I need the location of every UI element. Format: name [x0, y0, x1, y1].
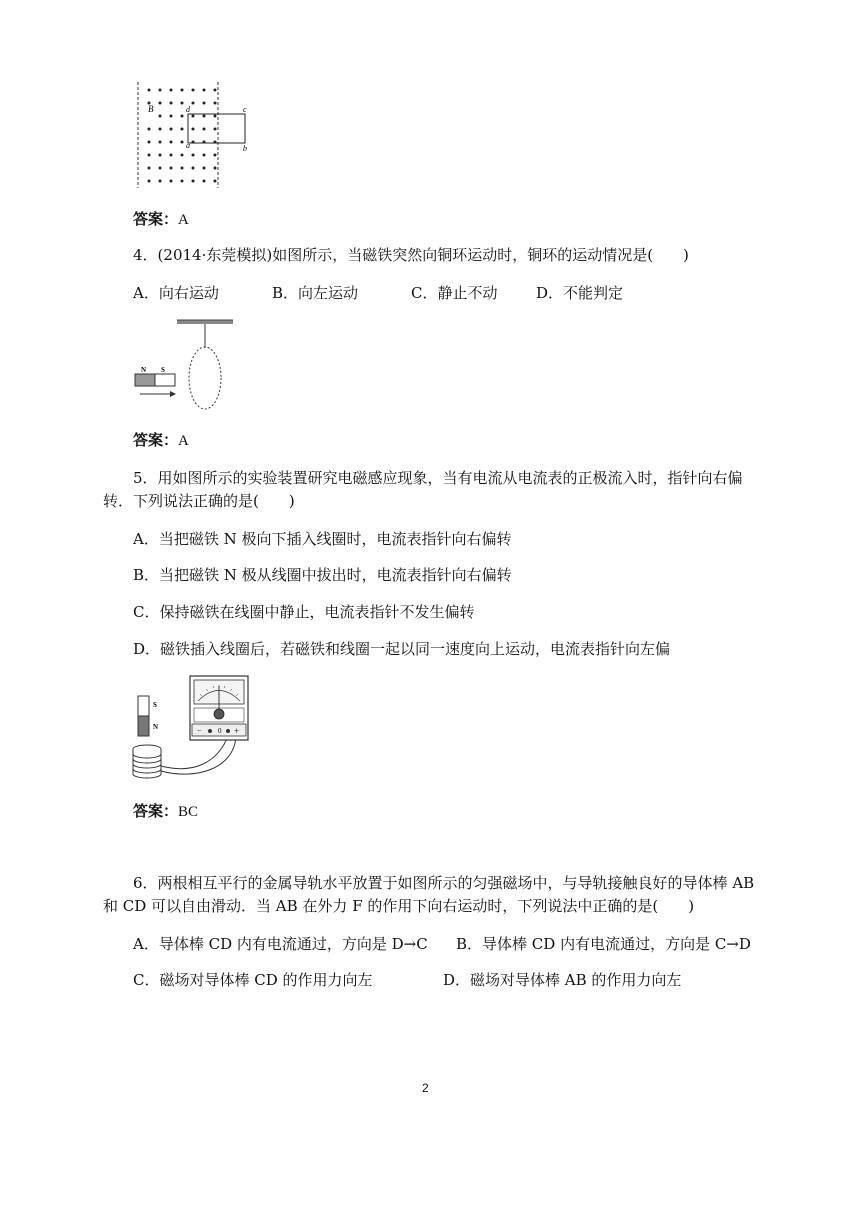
page-number: 2: [422, 1081, 429, 1095]
field-dot: [192, 180, 195, 183]
right-arrow-icon: [170, 391, 176, 397]
magnet-n-label: N: [153, 723, 159, 731]
field-loop-figure: [130, 78, 260, 193]
field-dot: [181, 154, 184, 157]
field-dot: [159, 141, 162, 144]
field-dot: [159, 167, 162, 170]
magnet-n-label: N: [141, 366, 147, 374]
galvanometer-coil-figure: [122, 674, 252, 786]
field-dot: [203, 180, 206, 183]
field-dot: [159, 115, 162, 118]
answer-value: A: [178, 433, 189, 449]
q4-option-a: A．向右运动: [133, 284, 219, 302]
field-dot: [214, 167, 217, 170]
field-dot: [203, 154, 206, 157]
field-dot: [192, 154, 195, 157]
field-dot: [148, 89, 151, 92]
field-dot: [181, 180, 184, 183]
answer-label: 答案：: [133, 210, 179, 228]
field-dot: [181, 167, 184, 170]
corner-label-a: a: [186, 141, 190, 150]
field-dot: [148, 128, 151, 131]
q5-option-a: A．当把磁铁 N 极向下插入线圈时，电流表指针向右偏转: [133, 530, 512, 548]
field-dot: [214, 180, 217, 183]
answer-5: [133, 801, 198, 822]
field-dot: [159, 154, 162, 157]
field-dot: [170, 167, 173, 170]
field-dot: [148, 180, 151, 183]
field-dot: [170, 154, 173, 157]
q5-option-d: D．磁铁插入线圈后，若磁铁和线圈一起以同一速度向上运动，电流表指针向左偏: [133, 640, 671, 658]
answer-label: 答案：: [133, 431, 179, 449]
field-dot: [170, 89, 173, 92]
field-dot: [148, 154, 151, 157]
answer-label: 答案：: [133, 802, 179, 820]
question-5-stem-line2: 转．下列说法正确的是( ): [103, 492, 295, 510]
field-dot: [170, 141, 173, 144]
meter-minus-label: −: [197, 726, 202, 735]
corner-label-b: b: [243, 144, 247, 153]
field-label-b: B: [148, 104, 154, 114]
field-dot: [203, 115, 206, 118]
field-dot: [159, 89, 162, 92]
corner-label-c: c: [243, 105, 247, 114]
corner-label-d: d: [186, 105, 190, 114]
field-dot: [192, 167, 195, 170]
field-dot: [181, 128, 184, 131]
field-dot: [170, 180, 173, 183]
q6-option-c: C．磁场对导体棒 CD 的作用力向左: [133, 971, 373, 989]
magnet-s-label: S: [161, 366, 165, 374]
field-dot: [159, 180, 162, 183]
q4-option-c: C．静止不动: [411, 284, 498, 302]
field-dot: [159, 102, 162, 105]
q4-option-d: D．不能判定: [536, 284, 624, 302]
magnet-ring-figure: [130, 318, 240, 413]
answer-value: BC: [178, 804, 199, 820]
field-dot: [170, 115, 173, 118]
field-dot: [203, 128, 206, 131]
field-dot: [192, 89, 195, 92]
question-4-stem: 4．(2014·东莞模拟)如图所示，当磁铁突然向铜环运动时，铜环的运动情况是( ): [133, 246, 689, 264]
field-dot: [203, 167, 206, 170]
question-5-stem-line1: 5．用如图所示的实验装置研究电磁感应现象，当有电流从电流表的正极流入时，指针向右偏: [133, 469, 743, 487]
q5-option-c: C．保持磁铁在线圈中静止，电流表指针不发生偏转: [133, 603, 475, 621]
q6-option-d: D．磁场对导体棒 AB 的作用力向左: [443, 971, 682, 989]
field-dot: [192, 102, 195, 105]
field-dot: [181, 102, 184, 105]
field-dot: [214, 154, 217, 157]
field-dot: [148, 167, 151, 170]
field-dot: [203, 102, 206, 105]
field-dot: [214, 128, 217, 131]
field-dot: [181, 115, 184, 118]
field-dot: [214, 102, 217, 105]
field-dot: [181, 141, 184, 144]
answer-4: [133, 430, 189, 451]
field-dot: [148, 141, 151, 144]
q4-option-b: B．向左运动: [272, 284, 359, 302]
field-dot: [192, 128, 195, 131]
field-dot: [170, 128, 173, 131]
field-dot: [192, 115, 195, 118]
field-dot: [170, 102, 173, 105]
q5-option-b: B．当把磁铁 N 极从线圈中拔出时，电流表指针向右偏转: [133, 566, 512, 584]
field-dot: [159, 128, 162, 131]
magnet-s-label: S: [153, 701, 157, 709]
meter-plus-label: +: [234, 726, 240, 736]
meter-zero-label: 0: [218, 727, 222, 735]
field-dot: [181, 89, 184, 92]
answer-value: A: [178, 212, 189, 228]
field-dot: [214, 89, 217, 92]
question-6-stem-line2: 和 CD 可以自由滑动．当 AB 在外力 F 的作用下向右运动时，下列说法中正确的是( ): [103, 897, 695, 915]
field-dot: [203, 89, 206, 92]
question-6-stem-line1: 6．两根相互平行的金属导轨水平放置于如图所示的匀强磁场中，与导轨接触良好的导体棒 AB: [133, 874, 755, 892]
q6-option-a: A．导体棒 CD 内有电流通过，方向是 D→C: [133, 935, 428, 953]
q6-option-b: B．导体棒 CD 内有电流通过，方向是 C→D: [456, 935, 751, 953]
field-dot: [214, 115, 217, 118]
answer-3: [133, 209, 189, 230]
